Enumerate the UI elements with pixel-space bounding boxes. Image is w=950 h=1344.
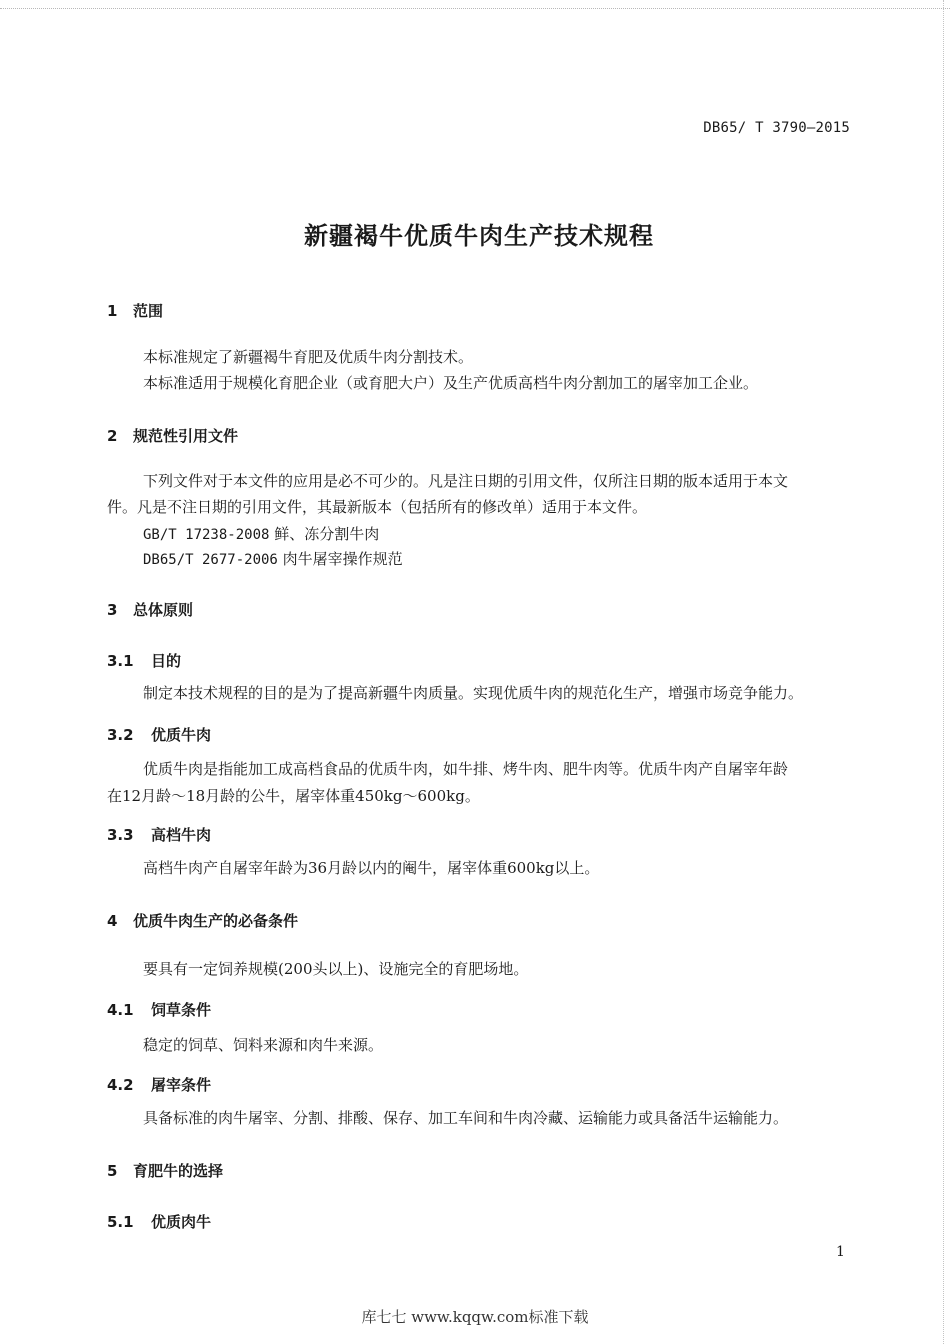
section-5-heading [107,1160,223,1181]
paragraph: 稳定的饲草、饲料来源和肉牛来源。 [143,1036,384,1054]
section-3-1-heading [107,650,181,671]
section-number: 3.1 [107,652,134,670]
section-title: 育肥牛的选择 [133,1162,224,1180]
paragraph: 高档牛肉产自屠宰年龄为36月龄以内的阉牛，屠宰体重600kg以上。 [143,859,600,877]
scan-edge-top [0,0,950,9]
section-4-2-heading [107,1074,211,1095]
section-1-heading [107,300,163,321]
section-number: 2 [107,427,118,445]
section-title: 屠宰条件 [151,1076,212,1094]
footer-watermark: 库七七 www.kqqw.com标准下载 [361,1308,589,1326]
section-number: 3 [107,601,118,619]
paragraph: 本标准规定了新疆褐牛育肥及优质牛肉分割技术。 [143,348,474,366]
section-title: 高档牛肉 [151,826,212,844]
section-title: 总体原则 [133,601,194,619]
section-number: 5 [107,1162,118,1180]
section-title: 范围 [133,302,164,320]
section-3-heading [107,599,193,620]
section-title: 优质牛肉生产的必备条件 [133,912,299,930]
section-title: 优质牛肉 [151,726,212,744]
paragraph: 件。凡是不注日期的引用文件，其最新版本（包括所有的修改单）适用于本文件。 [107,498,648,516]
section-title: 饲草条件 [151,1001,212,1019]
paragraph: 优质牛肉是指能加工成高档食品的优质牛肉，如牛排、烤牛肉、肥牛肉等。优质牛肉产自屠宰年龄 [143,760,789,778]
section-number: 4.2 [107,1076,134,1094]
paragraph: 具备标准的肉牛屠宰、分割、排酸、保存、加工车间和牛肉冷藏、运输能力或具备活牛运输能力。 [143,1109,789,1127]
section-title: 规范性引用文件 [133,427,239,445]
paragraph: 下列文件对于本文件的应用是必不可少的。凡是注日期的引用文件，仅所注日期的版本适用于本文 [143,472,789,490]
section-3-2-heading [107,724,211,745]
reference-item [143,548,403,569]
paragraph: 要具有一定饲养规模(200头以上)、设施完全的育肥场地。 [143,960,529,978]
document-title: 新疆褐牛优质牛肉生产技术规程 [304,222,654,250]
reference-item [143,523,379,544]
section-4-1-heading [107,999,211,1020]
section-2-heading [107,425,238,446]
section-4-heading [107,910,298,931]
section-title: 优质肉牛 [151,1213,212,1231]
reference-title: 鲜、冻分割牛肉 [274,525,380,543]
section-number: 4 [107,912,118,930]
section-title: 目的 [151,652,182,670]
document-code: DB65/ T 3790—2015 [703,120,850,136]
section-number: 1 [107,302,118,320]
paragraph: 在12月龄～18月龄的公牛，屠宰体重450kg～600kg。 [107,787,480,805]
section-number: 5.1 [107,1213,134,1231]
section-number: 3.2 [107,726,134,744]
paragraph: 本标准适用于规模化育肥企业（或育肥大户）及生产优质高档牛肉分割加工的屠宰加工企业。 [143,374,759,392]
reference-code: GB/T 17238-2008 [143,527,270,543]
reference-code: DB65/T 2677-2006 [143,552,278,568]
section-3-3-heading [107,824,211,845]
paragraph: 制定本技术规程的目的是为了提高新疆牛肉质量。实现优质牛肉的规范化生产，增强市场竞争能力。 [143,684,804,702]
section-number: 3.3 [107,826,134,844]
section-5-1-heading [107,1211,211,1232]
scan-edge-right [943,0,950,1344]
reference-title: 肉牛屠宰操作规范 [282,550,403,568]
section-number: 4.1 [107,1001,134,1019]
page-number: 1 [836,1244,845,1260]
